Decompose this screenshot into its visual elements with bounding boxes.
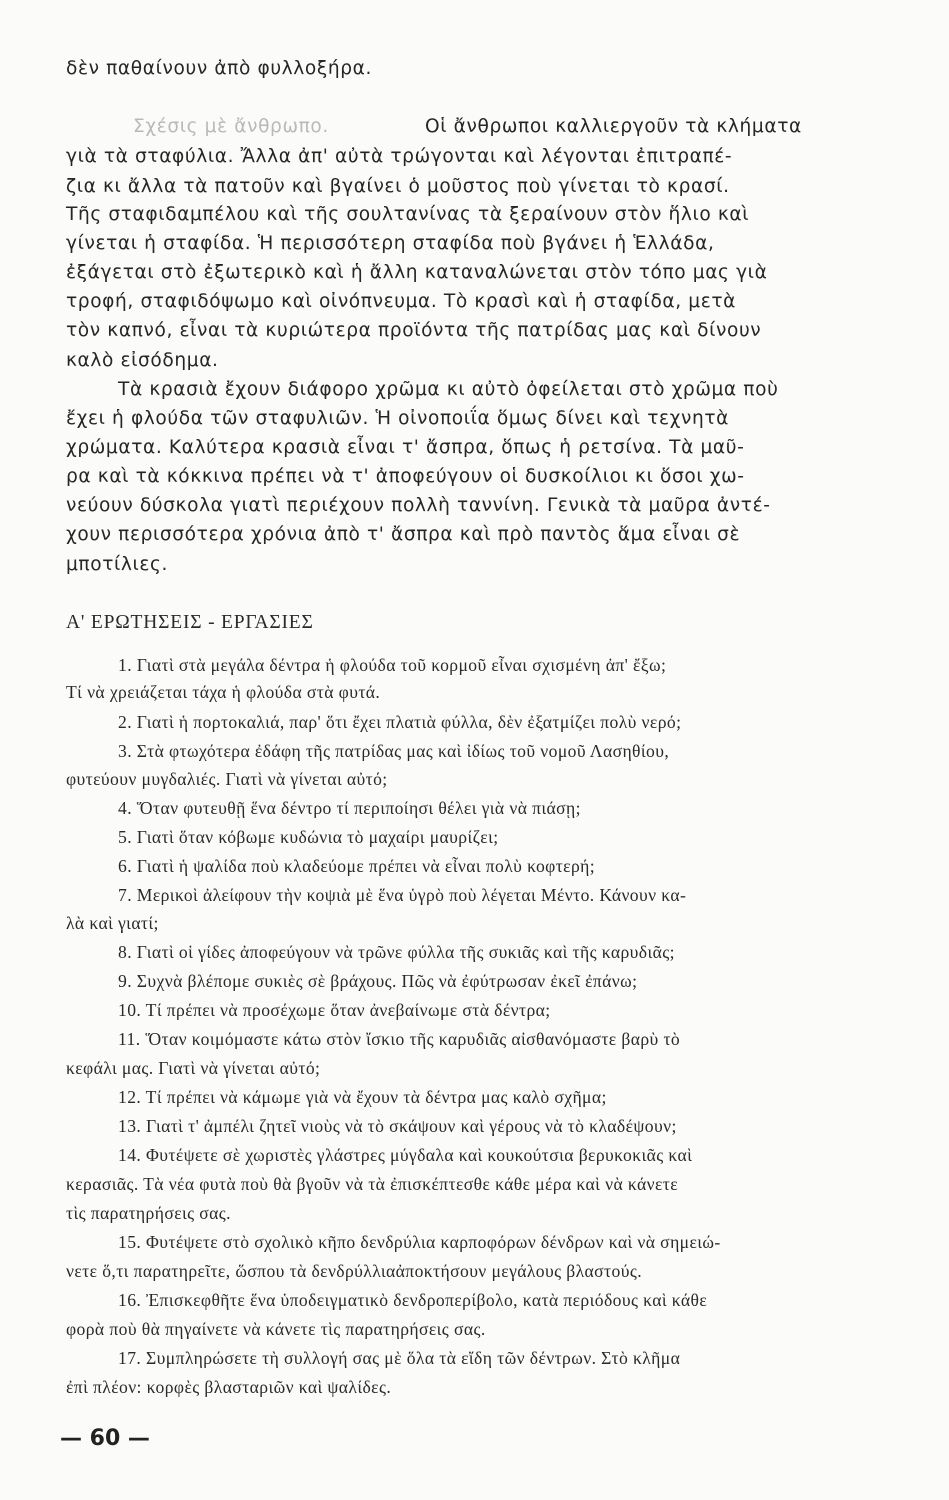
- question-line: κερασιᾶς. Τὰ νέα φυτὰ ποὺ θὰ βγοῦν νὰ τὰ ἐπισκέπτεσθε κάθε μέρα καὶ νὰ κάνετε: [66, 1174, 678, 1194]
- paragraph-line: καλὸ εἰσόδημα.: [66, 350, 219, 371]
- paragraph-line: Τῆς σταφιδαμπέλου καὶ τῆς σουλτανίνας τὰ ξεραίνουν στὸν ἥλιο καὶ: [66, 204, 750, 225]
- question-line: τὶς παρατηρήσεις σας.: [66, 1203, 231, 1223]
- paragraph-line: χουν περισσότερα χρόνια ἀπὸ τ' ἄσπρα καὶ πρὸ παντὸς ἅμα εἶναι σὲ: [66, 524, 741, 545]
- question-line: φυτεύουν μυγδαλιές. Γιατὶ νὰ γίνεται αὐτό;: [66, 769, 388, 789]
- question-line: 1. Γιατὶ στὰ μεγάλα δέντρα ἡ φλούδα τοῦ κορμοῦ εἶναι σχισμένη ἀπ' ἔξω;: [118, 655, 667, 675]
- question-line: Τί νὰ χρειάζεται τάχα ἡ φλούδα στὰ φυτά.: [66, 682, 381, 702]
- question-line: 5. Γιατὶ ὅταν κόβωμε κυδώνια τὸ μαχαίρι μαυρίζει;: [118, 827, 499, 847]
- paragraph-line: ἔχει ἡ φλούδα τῶν σταφυλιῶν. Ἡ οἰνοποιΐα ὅμως δίνει καὶ τεχνητὰ: [66, 408, 730, 429]
- question-line: φορὰ ποὺ θὰ πηγαίνετε νὰ κάνετε τὶς παρατηρήσεις σας.: [66, 1319, 486, 1339]
- paragraph-line: ρα καὶ τὰ κόκκινα πρέπει νὰ τ' ἀποφεύγουν οἱ δυσκοίλιοι κι ὅσοι χω-: [66, 466, 745, 487]
- question-line: 10. Τί πρέπει νὰ προσέχωμε ὅταν ἀνεβαίνωμε στὰ δέντρα;: [118, 1000, 551, 1020]
- paragraph-line: νεύουν δύσκολα γιατὶ περιέχουν πολλὴ ταννίνη. Γενικὰ τὰ μαῦρα ἀντέ-: [66, 495, 771, 516]
- paragraph-line: ζια κι ἄλλα τὰ πατοῦν καὶ βγαίνει ὁ μοῦστος ποὺ γίνεται τὸ κρασί.: [66, 176, 730, 197]
- question-line: νετε ὅ,τι παρατηρεῖτε, ὥσπου τὰ δενδρύλλιαἀποκτήσουν μεγάλους βλαστούς.: [66, 1261, 642, 1281]
- paragraph-line: δὲν παθαίνουν ἀπὸ φυλλοξήρα.: [66, 58, 372, 79]
- question-line: 3. Στὰ φτωχότερα ἐδάφη τῆς πατρίδας μας καὶ ἰδίως τοῦ νομοῦ Λασηθίου,: [118, 741, 670, 761]
- question-line: λὰ καὶ γιατί;: [66, 913, 159, 933]
- paragraph-line: γίνεται ἡ σταφίδα. Ἡ περισσότερη σταφίδα ποὺ βγάνει ἡ Ἑλλάδα,: [66, 233, 715, 254]
- question-line: ἐπὶ πλέον: κορφὲς βλασταριῶν καὶ ψαλίδες.: [66, 1377, 392, 1397]
- question-line: 12. Τί πρέπει νὰ κάμωμε γιὰ νὰ ἔχουν τὰ δέντρα μας καλὸ σχῆμα;: [118, 1087, 607, 1107]
- question-line: 8. Γιατὶ οἱ γίδες ἀποφεύγουν νὰ τρῶνε φύλλα τῆς συκιᾶς καὶ τῆς καρυδιᾶς;: [118, 942, 675, 962]
- paragraph-line: γιὰ τὰ σταφύλια. Ἄλλα ἀπ' αὐτὰ τρώγονται καὶ λέγονται ἐπιτραπέ-: [66, 146, 733, 167]
- paragraph-line: τὸν καπνό, εἶναι τὰ κυριώτερα προϊόντα τῆς πατρίδας μας καὶ δίνουν: [66, 320, 762, 341]
- paragraph-line: Οἱ ἄνθρωποι καλλιεργοῦν τὰ κλήματα: [425, 116, 802, 137]
- question-line: 11. Ὅταν κοιμόμαστε κάτω στὸν ἴσκιο τῆς καρυδιᾶς αἰσθανόμαστε βαρὺ τὸ: [118, 1029, 681, 1049]
- question-line: 14. Φυτέψετε σὲ χωριστὲς γλάστρες μύγδαλα καὶ κουκούτσια βερυκοκιᾶς καὶ: [118, 1145, 693, 1165]
- section-label: Σχέσις μὲ ἄνθρωπο.: [133, 116, 329, 137]
- page-number: — 60 —: [60, 1426, 150, 1451]
- paragraph-line: Τὰ κρασιὰ ἔχουν διάφορο χρῶμα κι αὐτὸ ὀφείλεται στὸ χρῶμα ποὺ: [118, 379, 779, 400]
- paragraph-line: ἐξάγεται στὸ ἐξωτερικὸ καὶ ἡ ἄλλη καταναλώνεται στὸν τόπο μας γιὰ: [66, 262, 768, 283]
- paragraph-line: τροφή, σταφιδόψωμο καὶ οἰνόπνευμα. Τὸ κρασὶ καὶ ἡ σταφίδα, μετὰ: [66, 291, 737, 312]
- paragraph-line: χρώματα. Καλύτερα κρασιὰ εἶναι τ' ἄσπρα, ὅπως ἡ ρετσίνα. Τὰ μαῦ-: [66, 437, 745, 458]
- question-line: κεφάλι μας. Γιατὶ νὰ γίνεται αὐτό;: [66, 1058, 321, 1078]
- question-line: 16. Ἐπισκεφθῆτε ἕνα ὑποδειγματικὸ δενδροπερίβολο, κατὰ περιόδους καὶ κάθε: [118, 1290, 708, 1310]
- question-line: 2. Γιατὶ ἡ πορτοκαλιά, παρ' ὅτι ἔχει πλατιὰ φύλλα, δὲν ἐξατμίζει πολὺ νερό;: [118, 712, 682, 732]
- section-heading: Α' ΕΡΩΤΗΣΕΙΣ - ΕΡΓΑΣΙΕΣ: [66, 612, 314, 633]
- question-line: 9. Συχνὰ βλέπομε συκιὲς σὲ βράχους. Πῶς νὰ ἐφύτρωσαν ἐκεῖ ἐπάνω;: [118, 971, 638, 991]
- question-line: 7. Μερικοὶ ἀλείφουν τὴν κοψιὰ μὲ ἕνα ὑγρὸ ποὺ λέγεται Μέντο. Κάνουν κα-: [118, 885, 687, 905]
- question-line: 6. Γιατὶ ἡ ψαλίδα ποὺ κλαδεύομε πρέπει νὰ εἶναι πολὺ κοφτερή;: [118, 856, 596, 876]
- paragraph-line: μποτίλιες.: [66, 554, 169, 575]
- question-line: 4. Ὅταν φυτευθῇ ἕνα δέντρο τί περιποίησι θέλει γιὰ νὰ πιάσῃ;: [118, 798, 581, 818]
- question-line: 17. Συμπληρώσετε τὴ συλλογή σας μὲ ὅλα τὰ εἴδη τῶν δέντρων. Στὸ κλῆμα: [118, 1348, 681, 1368]
- question-line: 15. Φυτέψετε στὸ σχολικὸ κῆπο δενδρύλια καρποφόρων δένδρων καὶ νὰ σημειώ-: [118, 1232, 721, 1252]
- question-line: 13. Γιατὶ τ' ἀμπέλι ζητεῖ νιοὺς νὰ τὸ σκάψουν καὶ γέρους νὰ τὸ κλαδέψουν;: [118, 1116, 677, 1136]
